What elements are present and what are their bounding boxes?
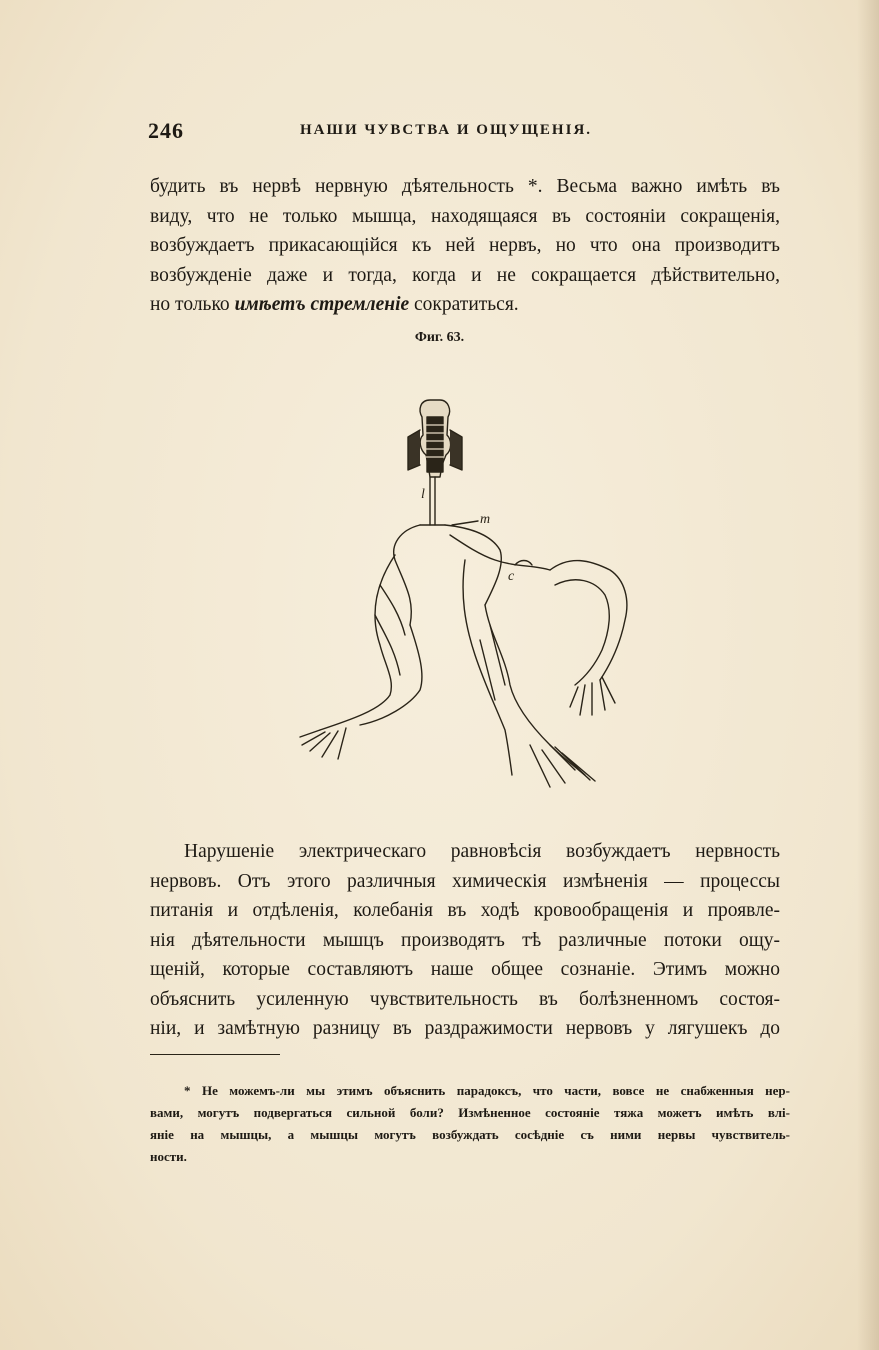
footnote-rule <box>150 1054 280 1055</box>
text-fragment: сократиться. <box>409 294 519 315</box>
center-leg <box>463 560 590 780</box>
text-line: щеній, которые составляютъ наше общее сознаніе. Этимъ можно <box>150 959 780 980</box>
footnote-line: вами, могутъ подвергаться сильной боли? Измѣненное состояніе тяжа можетъ имѣть влі- <box>150 1105 790 1120</box>
emphasized-text: имѣетъ стремленіе <box>234 294 410 315</box>
label-c: c <box>508 569 515 584</box>
footnote <box>150 1080 790 1168</box>
footnote-line: * Не можемъ-ли мы этимъ объяснить парадоксъ, что части, вовсе не снабженныя нер- <box>184 1083 790 1098</box>
footnote-line: ности. <box>150 1149 187 1164</box>
running-title: НАШИ ЧУВСТВА И ОЩУЩЕНІЯ. <box>300 122 593 138</box>
paragraph-1 <box>150 172 780 320</box>
figure-caption: Фиг. 63. <box>414 330 465 345</box>
sciatic-nerve <box>430 477 435 525</box>
paragraph-2 <box>150 837 780 1044</box>
text-line: виду, что не только мышца, находящаяся въ состояніи сокращенія, <box>150 205 780 227</box>
text-line: питанія и отдѣленія, колебанія въ ходѣ кровообращенія и проявле- <box>150 900 780 921</box>
page-number: 246 <box>148 118 184 143</box>
text-line <box>150 290 780 320</box>
left-leg <box>320 555 422 730</box>
page-header <box>148 118 778 146</box>
text-fragment: но только <box>150 294 235 315</box>
footnote-line: яніе на мышцы, а мышцы могутъ возбуждать сосѣдніе съ ними нервы чувствитель- <box>150 1127 790 1142</box>
text-line: объяснить усиленную чувствительность въ болѣзненномъ состоя- <box>150 988 780 1010</box>
text-line: возбуждаетъ прикасающійся къ ней нервъ, но что она производитъ <box>150 235 780 256</box>
text-line: нія дѣятельности мышцъ производятъ тѣ различные потоки ощу- <box>150 929 780 951</box>
text-line: будить въ нервѣ нервную дѣятельность *. Весьма важно имѣть въ <box>150 176 780 197</box>
label-m: m <box>480 512 491 527</box>
text-line: ніи, и замѣтную разницу въ раздражимости нервовъ у лягушекъ до <box>150 1018 780 1039</box>
page-edge-shadow <box>857 0 879 1350</box>
text-line: возбужденіе даже и тогда, когда и не сокращается дѣйствительно, <box>150 264 780 286</box>
text-line: Нарушеніе электрическаго равновѣсія возбуждаетъ нервность <box>184 841 780 862</box>
right-leg <box>550 561 627 685</box>
text-line: нервовъ. Отъ этого различныя химическія измѣненія — процессы <box>150 870 780 892</box>
label-l: l <box>421 487 425 502</box>
frog-legs-illustration <box>280 385 660 805</box>
